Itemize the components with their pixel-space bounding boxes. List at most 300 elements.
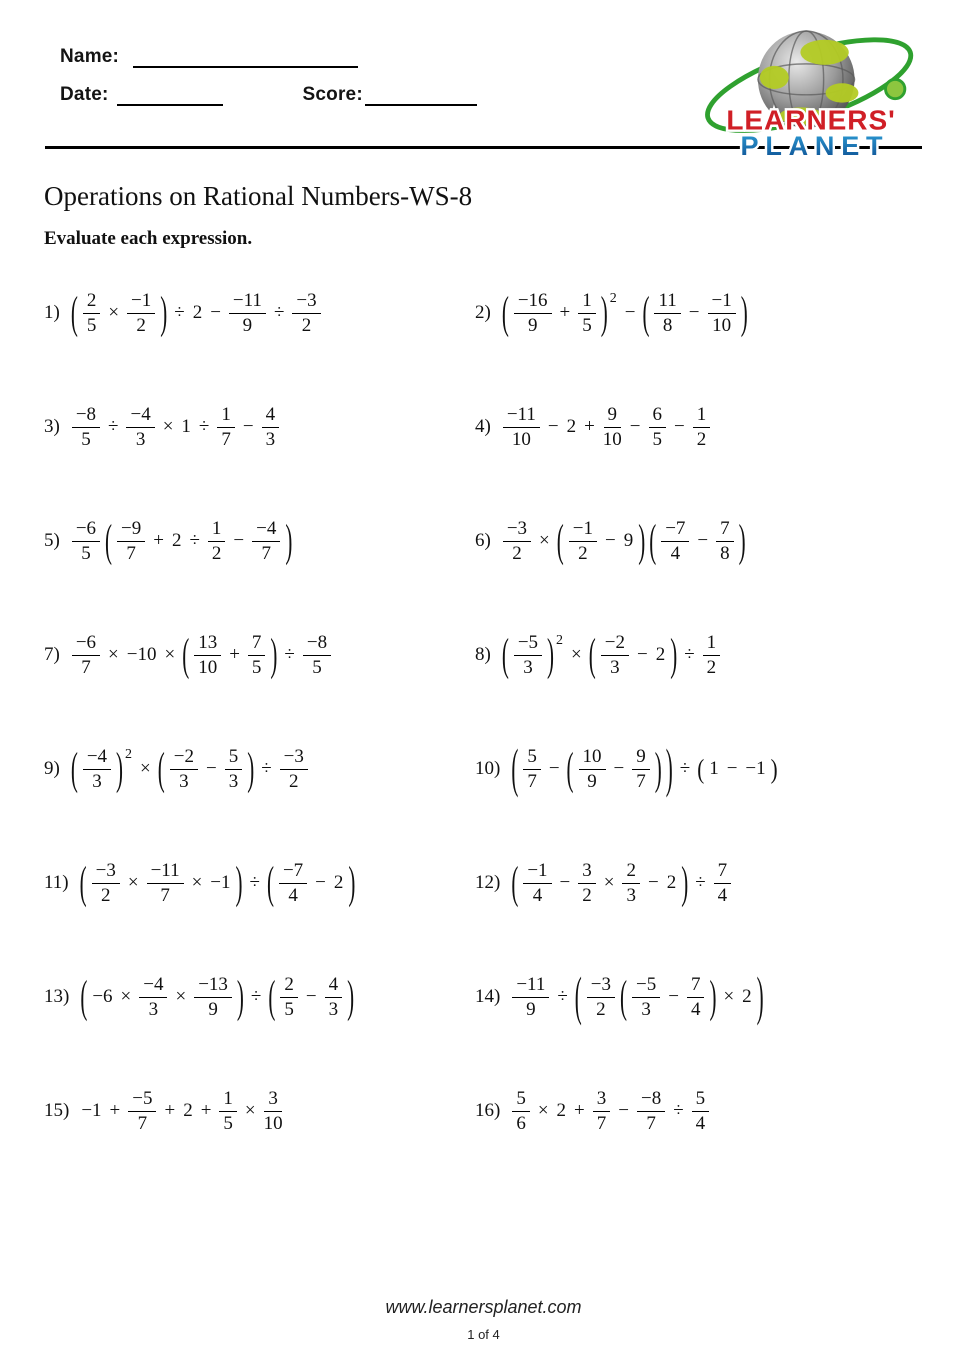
fraction [139,974,167,1020]
fraction [654,290,680,336]
open-paren: ( [588,628,596,680]
denominator: 2 [301,314,312,336]
integer: 2 [333,872,344,893]
fraction [126,404,154,450]
denominator: 10 [602,428,622,450]
problem-3 [44,370,475,484]
denominator: 9 [242,314,253,336]
numerator: −11 [512,974,549,997]
close-paren: ) [285,514,293,566]
expression [69,628,334,680]
fraction [703,632,721,678]
denominator: 7 [646,1112,656,1134]
fraction [578,860,596,906]
operator: − [624,302,636,323]
denominator: 10 [198,656,218,678]
close-paren: ) [160,286,168,338]
fraction [514,632,542,678]
numerator: 5 [225,746,243,769]
footer-page-number: 1 of 4 [467,1327,500,1342]
fraction [208,518,226,564]
fraction [303,632,331,678]
close-paren: ) [738,514,746,566]
operator: ÷ [695,872,706,893]
integer: −10 [126,644,157,665]
close-paren: ) [348,856,356,908]
denominator: 3 [92,770,102,792]
denominator: 5 [81,542,91,564]
operator: − [233,530,245,551]
numerator: 7 [687,974,705,997]
numerator: −1 [523,860,551,883]
denominator: 7 [126,542,136,564]
operator: + [559,302,571,323]
numerator: −3 [503,518,531,541]
numerator: 2 [83,290,101,313]
fraction [637,1088,665,1134]
denominator: 2 [100,884,111,906]
denominator: 4 [288,884,298,906]
fraction [72,404,100,450]
denominator: 2 [211,542,222,564]
numerator: 13 [194,632,221,655]
fraction [587,974,615,1020]
denominator: 3 [328,998,339,1020]
expression [509,965,765,1027]
problem-number: 9) [44,758,60,779]
close-paren: ) [665,737,673,799]
denominator: 9 [587,770,597,792]
integer: 2 [556,1100,567,1121]
close-paren: ) [547,628,555,680]
fraction [714,860,732,906]
numerator: 1 [703,632,721,655]
denominator: 5 [81,428,91,450]
open-paren: ( [511,856,519,908]
denominator: 5 [86,314,97,336]
close-paren: ) [235,856,243,908]
name-label: Name: [60,46,120,67]
operator: ÷ [684,644,695,665]
operator: + [229,644,240,665]
fraction [512,974,549,1020]
fraction [248,632,266,678]
operator: ÷ [198,416,210,437]
fraction [83,290,101,336]
open-paren: ( [70,286,78,338]
close-paren: ) [740,286,748,338]
denominator: 5 [223,1112,233,1134]
denominator: 8 [720,542,730,564]
close-paren: ) [681,856,689,908]
expression [69,286,324,338]
operator: × [723,986,735,1007]
expression [69,742,311,794]
problem-14 [475,940,967,1054]
numerator: 5 [523,746,541,769]
logo-text-learners: LEARNERS' [726,104,896,136]
numerator: 10 [579,746,606,769]
problem-15 [44,1054,475,1168]
fraction [708,290,736,336]
numerator: −6 [72,518,100,541]
numerator: −11 [503,404,540,427]
fraction [252,518,280,564]
denominator: 7 [137,1112,148,1134]
numerator: 5 [692,1088,710,1111]
exponent: 2 [125,747,133,763]
numerator: 1 [217,404,235,427]
denominator: 5 [312,656,322,678]
problem-number: 3) [44,416,60,437]
denominator: 4 [670,542,681,564]
open-paren: ( [642,286,650,338]
operator: ÷ [108,416,119,437]
problem-8 [475,598,967,712]
operator: ÷ [249,872,260,893]
numerator: −8 [72,404,100,427]
integer: 2 [655,644,666,665]
integer: −1 [81,1100,102,1121]
operator: × [244,1100,256,1121]
problem-12 [475,826,967,940]
denominator: 9 [208,998,218,1020]
fraction [194,632,221,678]
problem-number: 1) [44,302,60,323]
problem-number: 6) [475,530,491,551]
fraction [569,518,597,564]
fraction [83,746,111,792]
instructions: Evaluate each expression. [44,228,253,249]
expression [69,514,295,566]
numerator: 7 [716,518,734,541]
fraction [194,974,232,1020]
numerator: −11 [229,290,266,313]
problem-number: 11) [44,872,69,893]
numerator: −3 [587,974,615,997]
problem-number: 15) [44,1100,70,1121]
numerator: −8 [637,1088,665,1111]
operator: − [548,758,560,779]
operator: − [559,872,571,893]
denominator: 7 [221,428,231,450]
fraction [72,632,100,678]
integer: 9 [623,530,634,551]
numerator: −3 [292,290,320,313]
problems-grid [44,256,967,1168]
operator: − [613,758,625,779]
numerator: 9 [604,404,622,427]
denominator: 2 [582,884,592,906]
denominator: 5 [652,428,662,450]
globe-icon [697,20,929,160]
problem-1 [44,256,475,370]
fraction [661,518,689,564]
fraction [229,290,266,336]
problem-number: 4) [475,416,491,437]
close-paren: ) [654,742,662,794]
operator: ÷ [174,302,185,323]
open-paren: ( [79,856,87,908]
numerator: −3 [280,746,308,769]
integer: 1 [709,758,719,779]
open-paren: ( [556,514,564,566]
open-paren: ( [268,970,276,1022]
problem-11 [44,826,475,940]
open-paren: ( [697,752,705,784]
numerator: 9 [632,746,650,769]
open-paren: ( [157,742,165,794]
open-paren: ( [501,286,509,338]
fraction [92,860,120,906]
fraction [147,860,184,906]
expression [500,514,748,566]
numerator: −16 [514,290,552,313]
fraction [219,1088,237,1134]
open-paren: ( [266,856,274,908]
fraction [325,974,343,1020]
numerator: −4 [139,974,167,997]
operator: ÷ [273,302,285,323]
numerator: 3 [578,860,596,883]
numerator: 7 [248,632,266,655]
denominator: 10 [712,314,732,336]
operator: × [127,872,139,893]
operator: − [697,530,709,551]
problem-number: 12) [475,872,501,893]
numerator: 6 [649,404,667,427]
date-label: Date: [60,84,109,105]
numerator: −11 [147,860,184,883]
denominator: 7 [527,770,537,792]
fraction [503,518,531,564]
problem-number: 10) [475,758,501,779]
fraction [225,746,243,792]
problem-number: 13) [44,986,70,1007]
numerator: 11 [654,290,680,313]
footer-website: www.learnersplanet.com [385,1297,582,1317]
denominator: 9 [526,998,536,1020]
fraction [264,1088,283,1134]
denominator: 6 [516,1112,526,1134]
operator: × [603,872,615,893]
operator: + [584,416,595,437]
operator: × [140,758,151,779]
operator: − [547,416,559,437]
numerator: 2 [622,860,640,883]
operator: × [571,644,582,665]
denominator: 7 [261,542,271,564]
operator: × [120,986,132,1007]
denominator: 3 [265,428,276,450]
integer: 2 [171,530,182,551]
operator: ÷ [679,758,691,779]
operator: − [629,416,641,437]
denominator: 3 [148,998,159,1020]
integer: 2 [183,1100,193,1121]
page-footer [0,1297,967,1342]
open-paren: ( [70,742,78,794]
denominator: 2 [706,656,717,678]
fraction [692,1088,710,1134]
numerator: 3 [264,1088,282,1111]
operator: × [108,302,120,323]
operator: − [647,872,659,893]
problem-16 [475,1054,967,1168]
problem-9 [44,712,475,826]
operator: ÷ [557,986,568,1007]
numerator: −4 [126,404,154,427]
close-paren: ) [116,742,124,794]
denominator: 4 [717,884,728,906]
operator: × [191,872,203,893]
operator: − [210,302,221,323]
denominator: 3 [179,770,189,792]
fraction [649,404,667,450]
integer: −6 [92,986,113,1007]
operator: − [674,416,685,437]
open-paren: ( [566,742,574,794]
operator: ÷ [189,530,200,551]
logo-text-planet: PLANET [740,130,890,160]
denominator: 5 [284,998,294,1020]
operator: × [108,644,119,665]
denominator: 2 [596,998,606,1020]
close-paren: ) [600,286,608,338]
integer: 2 [666,872,677,893]
problem-4 [475,370,967,484]
numerator: −1 [127,290,155,313]
problem-number: 7) [44,644,60,665]
expression [500,404,713,450]
problem-number: 16) [475,1100,501,1121]
denominator: 10 [263,1112,283,1134]
denominator: 8 [662,314,673,336]
operator: − [315,872,326,893]
fraction [280,974,298,1020]
fraction [601,632,629,678]
numerator: −5 [128,1088,156,1111]
expression [69,404,282,450]
exponent: 2 [556,633,564,649]
numerator: 7 [714,860,732,883]
denominator: 5 [251,656,262,678]
problem-6 [475,484,967,598]
expression [78,1088,285,1134]
close-paren: ) [670,628,678,680]
score-underline [365,87,477,106]
numerator: −3 [92,860,120,883]
fraction [716,518,734,564]
numerator: −7 [279,860,307,883]
denominator: 7 [596,1112,607,1134]
expression [509,1088,712,1134]
operator: ÷ [284,644,295,665]
close-paren: ) [247,742,255,794]
page-title: Operations on Rational Numbers-WS-8 [44,181,473,211]
score-label: Score: [302,84,363,105]
denominator: 2 [696,428,707,450]
expression [500,628,723,680]
problem-number: 5) [44,530,60,551]
operator: × [537,1100,549,1121]
open-paren: ( [649,514,657,566]
exponent: 2 [609,291,617,307]
operator: × [539,530,550,551]
operator: − [604,530,616,551]
close-paren: ) [347,970,355,1022]
close-paren: ) [756,965,764,1027]
numerator: −9 [117,518,145,541]
open-paren: ( [511,737,519,799]
operator: ÷ [261,758,272,779]
open-paren: ( [501,628,509,680]
fraction [170,746,198,792]
denominator: 3 [610,656,620,678]
numerator: −2 [601,632,629,655]
numerator: 4 [262,404,280,427]
denominator: 3 [228,770,239,792]
denominator: 3 [523,656,533,678]
fraction [127,290,155,336]
fraction [632,746,650,792]
fraction [622,860,640,906]
operator: ÷ [673,1100,684,1121]
numerator: −6 [72,632,100,655]
fraction [280,746,308,792]
operator: − [305,986,317,1007]
numerator: −1 [569,518,597,541]
integer: −1 [210,872,231,893]
denominator: 3 [626,884,636,906]
fraction [693,404,711,450]
denominator: 3 [641,998,651,1020]
open-paren: ( [105,514,113,566]
problem-7 [44,598,475,712]
fraction [523,746,541,792]
operator: × [164,644,176,665]
numerator: 1 [578,290,596,313]
close-paren: ) [236,970,244,1022]
denominator: 2 [289,770,299,792]
open-paren: ( [182,628,190,680]
integer: 2 [742,986,752,1007]
open-paren: ( [620,970,627,1022]
operator: + [153,530,164,551]
denominator: 9 [527,314,538,336]
numerator: −1 [708,290,736,313]
denominator: 4 [695,1112,706,1134]
expression [78,856,358,908]
open-paren: ( [574,965,582,1027]
fraction [117,518,145,564]
denominator: 5 [582,314,592,336]
numerator: 2 [280,974,298,997]
numerator: −4 [83,746,111,769]
operator: − [668,986,679,1007]
close-paren: ) [709,970,717,1022]
numerator: 3 [593,1088,611,1111]
operator: − [688,302,700,323]
close-paren: ) [770,752,778,784]
open-paren: ( [80,970,88,1022]
integer: 1 [181,416,191,437]
numerator: −5 [514,632,542,655]
fraction [217,404,235,450]
operator: × [162,416,174,437]
close-paren: ) [638,514,646,566]
expression [509,737,779,799]
